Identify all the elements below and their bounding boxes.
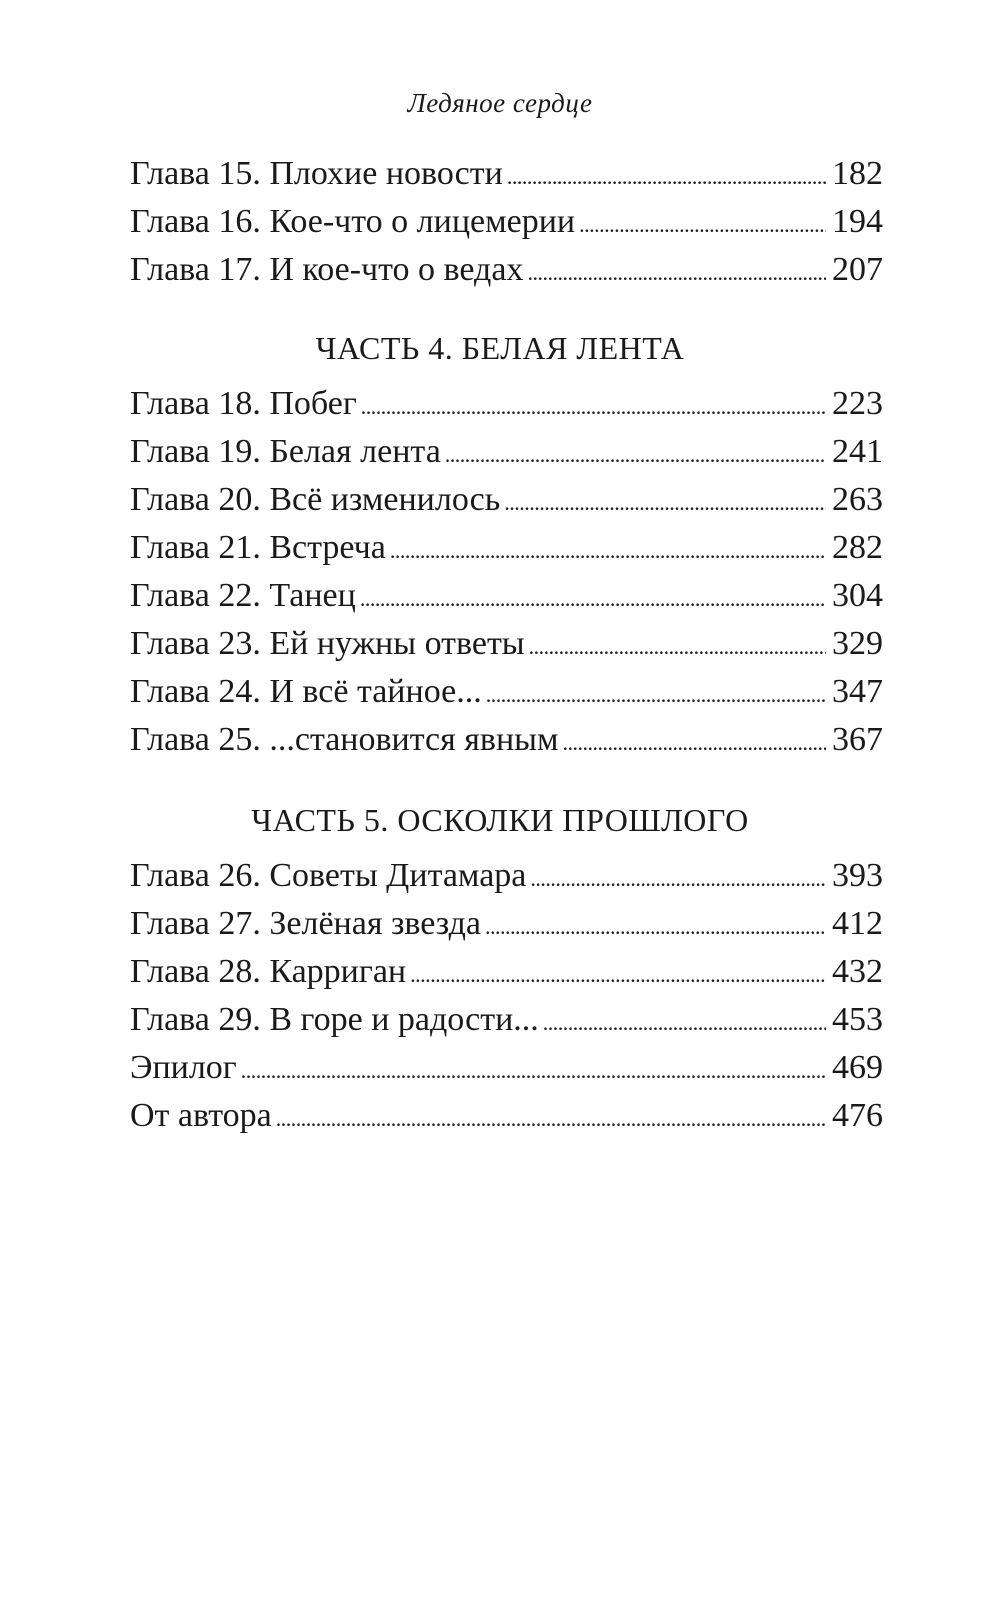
toc-entry-title: Глава 15. Плохие новости (130, 155, 503, 192)
toc-entry-title: Глава 18. Побег (130, 385, 357, 422)
dot-leader (390, 524, 826, 575)
toc-entry[interactable] (130, 716, 883, 764)
toc-entry-page: 393 (832, 857, 883, 894)
toc-entry[interactable] (130, 380, 883, 428)
dot-leader (530, 852, 826, 903)
toc-entry-title: Глава 24. И всё тайное... (130, 673, 482, 710)
toc-block-part-3 (130, 150, 883, 294)
dot-leader (579, 198, 826, 249)
toc-entry[interactable] (130, 476, 883, 524)
toc-entry-title: Глава 22. Танец (130, 577, 356, 614)
dot-leader (527, 246, 826, 297)
toc-entry[interactable] (130, 900, 883, 948)
toc-entry[interactable] (130, 1044, 883, 1092)
dot-leader (410, 948, 826, 999)
toc-entry-page: 241 (832, 433, 883, 470)
toc-entry-page: 469 (832, 1049, 883, 1086)
toc-entry-title: Глава 25. ...становится явным (130, 721, 559, 758)
toc-entry-title: Глава 20. Всё изменилось (130, 481, 501, 518)
dot-leader (361, 380, 826, 431)
toc-entry[interactable] (130, 1092, 883, 1140)
running-head: Ледяное сердце (407, 88, 593, 118)
toc-entry-page: 367 (832, 721, 883, 758)
toc-entry-title: Глава 17. И кое-что о ведах (130, 251, 524, 288)
toc-entry-title: Глава 16. Кое-что о лицемерии (130, 203, 576, 240)
dot-leader (543, 996, 826, 1047)
toc-block-part-5 (130, 852, 883, 1140)
dot-leader (507, 150, 826, 201)
toc-entry-page: 347 (832, 673, 883, 710)
toc-entry-page: 453 (832, 1001, 883, 1038)
toc-entry[interactable] (130, 572, 883, 620)
toc-entry-page: 223 (832, 385, 883, 422)
toc-entry[interactable] (130, 852, 883, 900)
toc-entry-page: 207 (832, 251, 883, 288)
part-heading-4: ЧАСТЬ 4. БЕЛАЯ ЛЕНТА (315, 330, 685, 366)
toc-entry-page: 304 (832, 577, 883, 614)
toc-entry-title: Глава 19. Белая лента (130, 433, 441, 470)
toc-block-part-4 (130, 380, 883, 764)
toc-entry-title: Глава 26. Советы Дитамара (130, 857, 527, 894)
dot-leader (563, 716, 826, 767)
toc-entry-page: 329 (832, 625, 883, 662)
toc-entry-title: Глава 29. В горе и радости... (130, 1001, 539, 1038)
toc-entry-title: Глава 21. Встреча (130, 529, 386, 566)
toc-entry[interactable] (130, 948, 883, 996)
toc-entry-page: 182 (832, 155, 883, 192)
toc-entry-page: 476 (832, 1097, 883, 1134)
dot-leader (445, 428, 826, 479)
toc-entry[interactable] (130, 428, 883, 476)
toc-entry-page: 282 (832, 529, 883, 566)
toc-entry-title: Глава 23. Ей нужны ответы (130, 625, 525, 662)
dot-leader (504, 476, 826, 527)
toc-entry[interactable] (130, 620, 883, 668)
toc-entry-page: 412 (832, 905, 883, 942)
dot-leader (486, 668, 826, 719)
toc-entry[interactable] (130, 996, 883, 1044)
toc-entry-page: 263 (832, 481, 883, 518)
toc-entry-title: Эпилог (130, 1049, 237, 1086)
toc-entry-title: Глава 27. Зелёная звезда (130, 905, 481, 942)
toc-entry-page: 194 (832, 203, 883, 240)
toc-entry-title: От автора (130, 1097, 272, 1134)
toc-entry[interactable] (130, 198, 883, 246)
dot-leader (276, 1092, 826, 1143)
dot-leader (360, 572, 826, 623)
toc-entry[interactable] (130, 150, 883, 198)
toc-entry-title: Глава 28. Карриган (130, 953, 407, 990)
toc-entry[interactable] (130, 668, 883, 716)
dot-leader (485, 900, 826, 951)
toc-entry[interactable] (130, 524, 883, 572)
dot-leader (241, 1044, 826, 1095)
part-heading-5: ЧАСТЬ 5. ОСКОЛКИ ПРОШЛОГО (251, 802, 749, 838)
toc-entry[interactable] (130, 246, 883, 294)
toc-entry-page: 432 (832, 953, 883, 990)
dot-leader (529, 620, 826, 671)
